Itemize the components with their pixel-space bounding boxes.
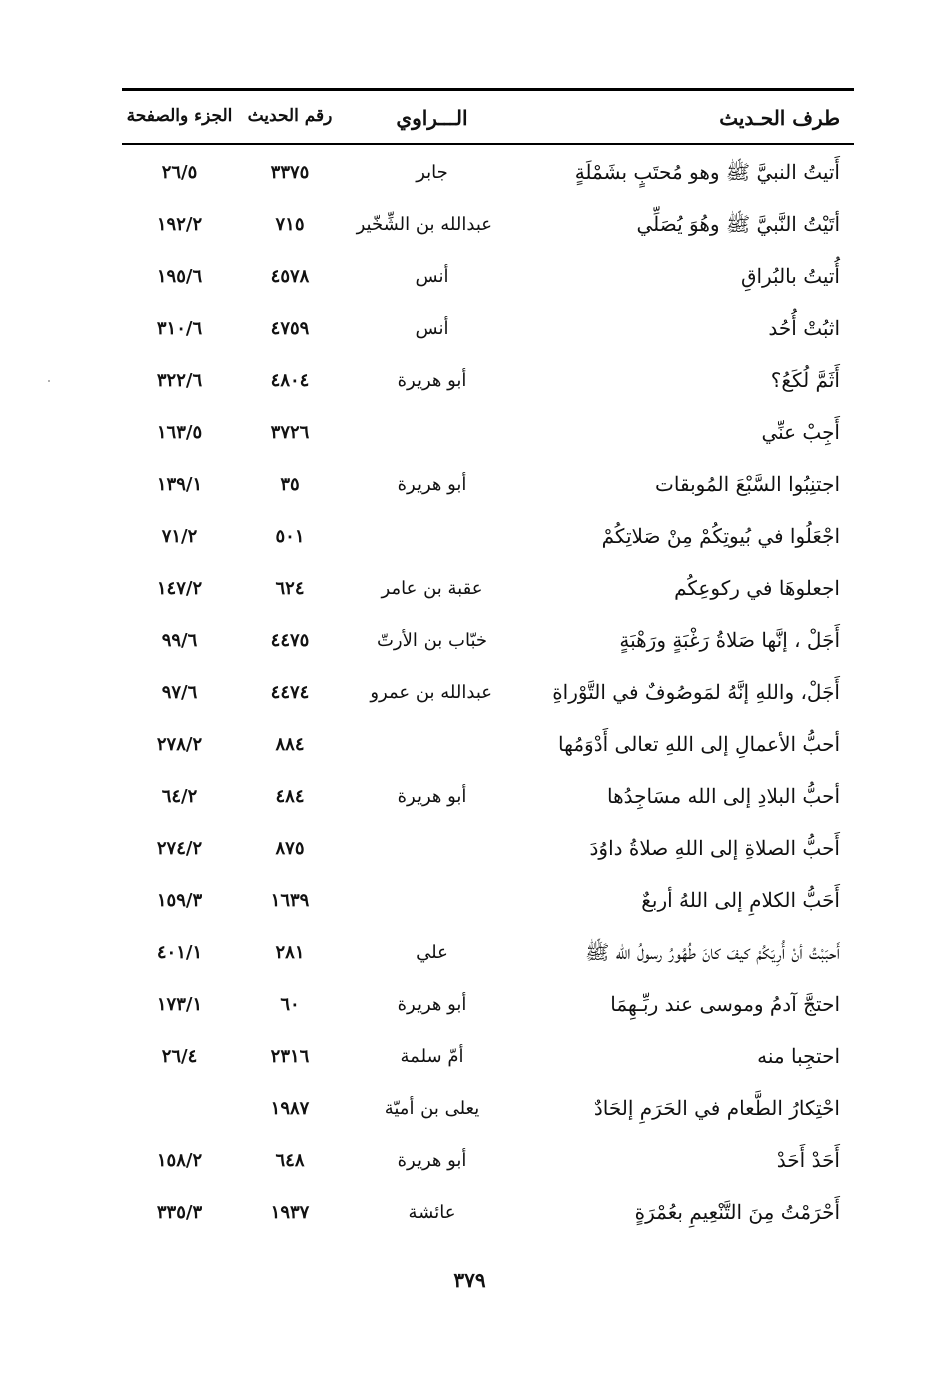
volume-page: ١٩٢/٢	[156, 214, 203, 235]
volume-page: ١٣٩/١	[156, 474, 203, 495]
hadith-text: أتَيْتُ النَّبيَّ ﷺ وهُوَ يُصَلِّي	[636, 212, 840, 236]
hadith-number: ٣٧٢٦	[270, 422, 310, 443]
narrator: أنس	[415, 266, 449, 287]
header-rule	[122, 143, 854, 145]
hadith-index-table	[122, 148, 854, 1240]
narrator: أبو هريرة	[397, 1150, 467, 1171]
hadith-text: أحبُّ الأعمالِ إلى اللهِ تعالى أَدْوَمُها	[558, 732, 840, 756]
hadith-number: ٣٣٧٥	[270, 162, 310, 183]
table-row	[122, 1188, 854, 1240]
table-row	[122, 356, 854, 408]
hadith-text: أَثَمَّ لُكَعُ؟	[770, 368, 840, 392]
narrator: أبو هريرة	[397, 786, 467, 807]
hadith-text: أَحْرَمْتُ مِنَ التَّنْعِيمِ بعُمْرَةٍ	[634, 1200, 840, 1224]
narrator: أنس	[415, 318, 449, 339]
table-header	[122, 98, 854, 138]
narrator: عقبة بن عامر	[381, 578, 483, 599]
table-row	[122, 408, 854, 460]
volume-page: ١٧٣/١	[156, 994, 203, 1015]
header-volume-page: الجزء والصفحة	[126, 106, 233, 126]
hadith-text: أَجَلْ، واللهِ إنَّهُ لمَوصُوفٌ في التَّوْراةِ	[552, 680, 840, 704]
narrator: أبو هريرة	[397, 474, 467, 495]
hadith-text: أَتيتُ النبيَّ ﷺ وهو مُحتَبٍ بشَمْلَةٍ	[574, 160, 840, 184]
narrator: خبّاب بن الأرتّ	[376, 630, 488, 651]
hadith-number: ٨٧٥	[275, 838, 305, 859]
table-row	[122, 512, 854, 564]
hadith-text: اجْعَلُوا في بُيوتِكُمْ مِنْ صَلاتِكُمْ	[601, 524, 840, 548]
table-row	[122, 824, 854, 876]
narrator: أبو هريرة	[397, 994, 467, 1015]
hadith-number: ١٩٨٧	[270, 1098, 310, 1119]
hadith-number: ٤٨٤	[275, 786, 305, 807]
narrator: عائشة	[408, 1202, 456, 1223]
volume-page: ٣٣٥/٣	[156, 1202, 203, 1223]
volume-page: ٣٢٢/٦	[156, 370, 203, 391]
narrator: عبدالله بن الشِّخّير	[356, 214, 492, 235]
narrator: جابر	[416, 162, 448, 183]
hadith-text: أَحَبُّ الكلامِ إلى اللهُ أربعٌ	[641, 888, 840, 912]
hadith-text: أَجَلْ ، إنَّها صَلاةُ رَغْبَةٍ ورَهْبَةٍ	[619, 628, 840, 652]
hadith-text: احتجَّ آدمُ وموسى عند ربِّـهِمَا	[610, 992, 840, 1016]
hadith-number: ٦٢٤	[275, 578, 305, 599]
volume-page: ٣١٠/٦	[156, 318, 203, 339]
hadith-number: ٢٣١٦	[270, 1046, 310, 1067]
top-rule	[122, 88, 854, 91]
table-row	[122, 1136, 854, 1188]
table-row	[122, 876, 854, 928]
hadith-number: ٦٠	[280, 994, 300, 1015]
hadith-number: ٤٥٧٨	[270, 266, 310, 287]
hadith-text: اثبُتْ أُحُد	[768, 316, 840, 340]
narrator: أمّ سلمة	[400, 1046, 464, 1067]
volume-page: ١٩٥/٦	[156, 266, 203, 287]
table-row	[122, 252, 854, 304]
volume-page: ٤٠١/١	[156, 942, 203, 963]
volume-page: ٢٦/٤	[161, 1046, 198, 1067]
hadith-text: أحبُّ البلادِ إلى الله مسَاجِدُها	[607, 784, 840, 808]
table-row	[122, 460, 854, 512]
hadith-text: أُتيتُ بالبُراقِ	[740, 264, 840, 288]
hadith-number: ٤٤٧٥	[270, 630, 310, 651]
hadith-number: ٥٠١	[275, 526, 305, 547]
scan-speck	[48, 380, 50, 382]
table-row	[122, 980, 854, 1032]
hadith-number: ٢٨١	[275, 942, 305, 963]
table-row	[122, 200, 854, 252]
table-row	[122, 928, 854, 980]
table-row	[122, 564, 854, 616]
volume-page: ٩٩/٦	[161, 630, 198, 651]
header-hadith-number: رقم الحديث	[247, 106, 333, 126]
volume-page: ٢٦/٥	[161, 162, 198, 183]
hadith-number: ٧١٥	[275, 214, 305, 235]
hadith-text: أَجِبْ عنِّي	[761, 420, 840, 444]
volume-page: ١٥٩/٣	[156, 890, 203, 911]
hadith-number: ٤٧٥٩	[270, 318, 310, 339]
hadith-number: ٤٤٧٤	[270, 682, 310, 703]
header-narrator: الـــراوي	[396, 106, 468, 130]
hadith-number: ٦٤٨	[275, 1150, 305, 1171]
hadith-text: أَحبَبْتُ أنْ أُرِيَكُمْ كيفَ كانَ طُهُورُ رسولُ الله ﷺ	[585, 940, 840, 964]
volume-page: ١٤٧/٢	[156, 578, 203, 599]
hadith-number: ١٩٣٧	[270, 1202, 310, 1223]
hadith-number: ٤٨٠٤	[270, 370, 310, 391]
header-hadith-text: طرف الحـديث	[719, 106, 840, 130]
narrator: يعلى بن أميّة	[384, 1098, 480, 1119]
volume-page: ٩٧/٦	[161, 682, 198, 703]
page-number: ٣٧٩	[453, 1268, 486, 1292]
volume-page: ١٥٨/٢	[156, 1150, 203, 1171]
volume-page: ٧١/٢	[161, 526, 198, 547]
table-row	[122, 616, 854, 668]
volume-page: ٦٤/٢	[161, 786, 198, 807]
narrator: أبو هريرة	[397, 370, 467, 391]
hadith-text: احْتِكارُ الطَّعام في الحَرَمِ إلحَادٌ	[593, 1096, 840, 1120]
hadith-number: ١٦٣٩	[270, 890, 310, 911]
table-row	[122, 668, 854, 720]
table-row	[122, 304, 854, 356]
hadith-number: ٣٥	[280, 474, 300, 495]
table-row	[122, 772, 854, 824]
table-row	[122, 148, 854, 200]
volume-page: ١٦٣/٥	[156, 422, 203, 443]
hadith-text: اجتنِبُوا السَّبْعَ المُوبقات	[655, 472, 840, 496]
narrator: علي	[416, 942, 448, 963]
hadith-text: احتجِبا منه	[757, 1044, 840, 1068]
volume-page: ٢٧٤/٢	[156, 838, 203, 859]
table-row	[122, 720, 854, 772]
volume-page: ٢٧٨/٢	[156, 734, 203, 755]
hadith-text: اجعلوهَا في ركوعِكُم	[674, 576, 840, 600]
narrator: عبدالله بن عمرو	[370, 682, 492, 703]
hadith-text: أَحبُّ الصلاةِ إلى اللهِ صلاةُ داوُدَ	[589, 836, 840, 860]
table-row	[122, 1032, 854, 1084]
hadith-text: أَحَدْ أَحَدْ	[776, 1148, 840, 1172]
hadith-number: ٨٨٤	[275, 734, 305, 755]
table-row	[122, 1084, 854, 1136]
